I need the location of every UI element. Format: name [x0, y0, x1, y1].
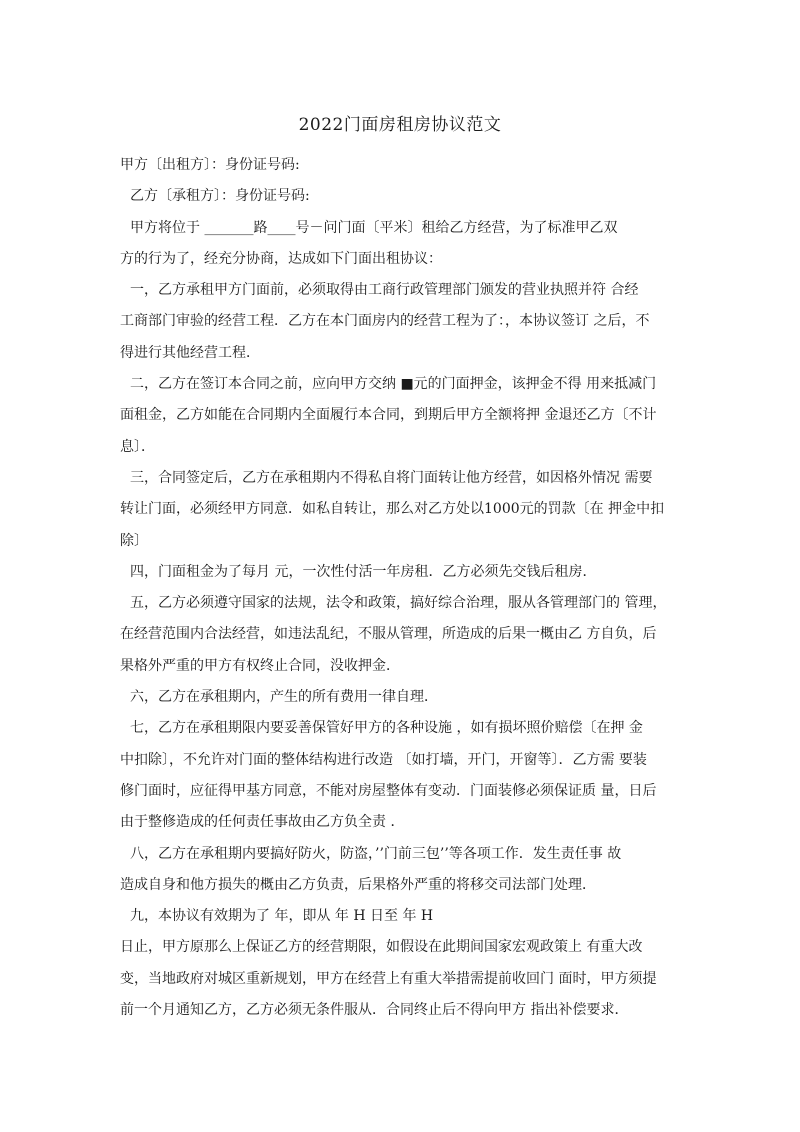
clause-7-line-4: 由于整修造成的任何责任事故由乙方负全责 ． — [120, 814, 405, 831]
clause-7-line-3: 修门面时，应征得甲基方同意，不能对房屋整体有变动．门面装修必须保证质 量，日后 — [120, 782, 657, 799]
clause-6-line-1: 六，乙方在承租期内，产生的所有费用一律自理． — [130, 689, 438, 706]
clause-5-line-2: 在经营范围内合法经营，如违法乱纪，不服从管理，所造成的后果一概由乙 方自负，后 — [120, 626, 657, 643]
document-title: 2022门面房租房协议范文 — [298, 115, 502, 135]
clause-3-line-1: 三，合同签定后，乙方在承租期内不得私自将门面转让他方经营，如因格外情况 需要 — [130, 469, 653, 486]
clause-2-line-1: 二，乙方在签订本合同之前，应向甲方交纳 ■元的门面押金，该押金不得 用来抵减门 — [130, 376, 657, 393]
clause-4-line-1: 四，门面租金为了每月 元，一次性付活一年房租．乙方必须先交钱后租房． — [130, 563, 597, 580]
party-a-line: 甲方〔出租方〕：身份证号码: — [120, 157, 300, 173]
clause-7-line-2: 中扣除〕，不允许对门面的整体结构进行改造 〔如打墙，开门，开窗等〕．乙方需 要装 — [120, 751, 647, 768]
clause-9-line-2: 日止，甲方原那么上保证乙方的经营期限，如假设在此期间国家宏观政策上 有重大改 — [120, 939, 643, 956]
party-b-line: 乙方〔承租方〕：身份证号码: — [130, 188, 310, 205]
clause-1-line-3: 得进行其他经营工程． — [120, 344, 260, 361]
clause-9-line-1: 九，本协议有效期为了 年，即从 年 H 日至 年 H — [130, 908, 434, 925]
clause-2-line-2: 面租金，乙方如能在合同期内全面履行本合同，到期后甲方全额将押 金退还乙方〔不计 — [120, 407, 657, 424]
clause-3-line-2: 转让门面，必须经甲方同意．如私自转让，那么对乙方处以1000元的罚款〔在 押金中扣 — [120, 501, 665, 518]
clause-9-line-3: 变，当地政府对城区重新规划，甲方在经营上有重大举措需提前收回门 面时，甲方须提 — [120, 970, 657, 987]
document-body — [120, 150, 692, 1026]
clause-1-line-2: 工商部门审验的经营工程．乙方在本门面房内的经营工程为了：，本协议签订 之后，不 — [120, 313, 650, 330]
intro-line-2: 方的行为了，经充分协商，达成如下门面出租协议： — [120, 250, 442, 267]
clause-1-line-1: 一，乙方承租甲方门面前，必须取得由工商行政管理部门颁发的营业执照并符 合经 — [130, 282, 639, 299]
clause-8-line-1: 八，乙方在承租期内要搞好防火，防盗，’’门前三包’’等各项工作．发生责任事 故 — [130, 845, 622, 862]
clause-7-line-1: 七，乙方在承租期限内要妥善保管好甲方的各种设施 ，如有损坏照价赔偿〔在押 金 — [130, 720, 643, 737]
clause-2-line-3: 息〕． — [120, 438, 155, 455]
clause-5-line-1: 五，乙方必须遵守国家的法规，法令和政策，搞好综合治理，服从各管理部门的 管理， — [130, 595, 667, 612]
intro-line-1: 甲方将位于 _______路____号－问门面〔平米〕租给乙方经营，为了标准甲乙双 — [130, 219, 618, 236]
clause-3-line-3: 除〕 — [120, 532, 148, 549]
clause-5-line-3: 果格外严重的甲方有权终止合同，没收押金． — [120, 657, 400, 674]
clause-9-line-4: 前一个月通知乙方，乙方必须无条件服从．合同终止后不得向甲方 指出补偿要求． — [120, 1002, 629, 1019]
clause-8-line-2: 造成自身和他方损失的概由乙方负责，后果格外严重的将移交司法部门处理． — [120, 876, 596, 893]
